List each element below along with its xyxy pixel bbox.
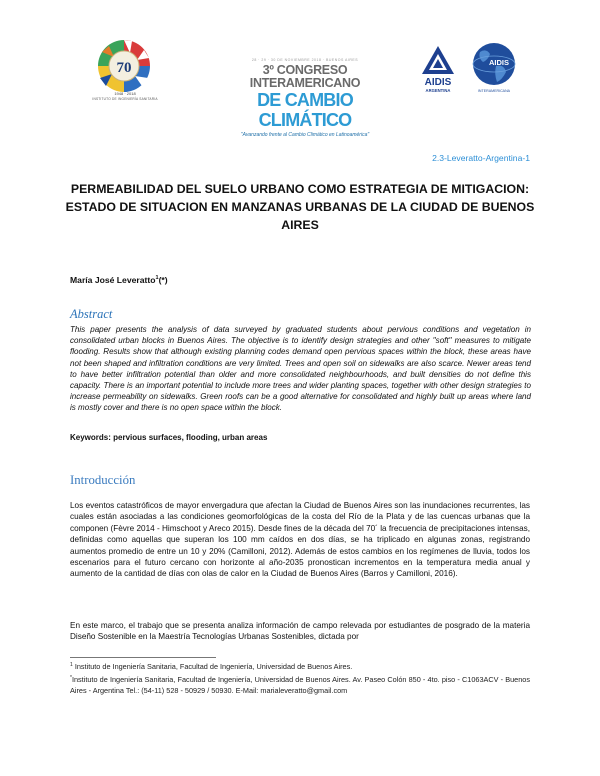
- aidis-argentina-logo: [418, 44, 458, 96]
- author-corresponding-mark: (*): [158, 275, 168, 285]
- keywords: Keywords: pervious surfaces, flooding, urban areas: [70, 433, 268, 442]
- aidis-inter-caption: INTERAMERICANA: [477, 89, 511, 93]
- footnote-1: [70, 660, 530, 673]
- footnote-2-mark: *: [70, 675, 72, 681]
- intro-heading: Introducción: [70, 473, 136, 487]
- congress-title-line2: DE CAMBIO CLIMÁTICO: [257, 90, 353, 130]
- intro-paragraph-2: En este marco, el trabajo que se presenta analiza información de campo relevada por estudiantes de posgrado de la materia Diseño Sostenible en la Maestría Tecnologías Urbanas Sostenibles, dictada por: [70, 621, 530, 642]
- logo-years-caption: 1948 · 2018: [114, 91, 136, 96]
- author-footnote-mark: 1: [155, 275, 159, 281]
- paper-title: PERMEABILIDAD DEL SUELO URBANO COMO ESTRATEGIA DE MITIGACION: ESTADO DE SITUACION EN MANZANAS URBANAS DE LA CIUDAD DE BUENOS AIRES: [65, 182, 535, 232]
- aidis-interamericana-logo: [466, 40, 522, 96]
- logo-org-caption: INSTITUTO DE INGENIERÍA SANITARIA: [92, 97, 158, 101]
- paper-code: 2.3-Leveratto-Argentina-1: [432, 153, 530, 163]
- aidis-inter-name: AIDIS: [488, 58, 510, 67]
- aidis-arg-country: ARGENTINA: [425, 88, 451, 93]
- congress-logo: [210, 58, 400, 138]
- intro-paragraph-1: Los eventos catastróficos de mayor envergadura que afectan la Ciudad de Buenos Aires son las inundaciones recurrentes, las cuales están asociadas a las condiciones geomorfológicas de la costa del Río de la Plata y de las cuencas urbanas que la componen (Fèvre 2014 - Himschoot y Areco 2015). Desde fines de la década del 70´ la frecuencia de precipitaciones intensas, definidas como aquellas que superan los 100 mm caídos en dos días, se ha triplicado en algunas zonas, registrando aumentos promedio de entre un 10 y 20% (Camilloni, 2012). Además de estos cambios en los regímenes de lluvia, todos los escenarios para el futuro cercano con horizonte al año-2035 pronostican incrementos en la temperatura media anual y aumento de la cantidad de días con olas de calor en la Ciudad de Buenos Aires (Barros y Camilloni, 2016).: [70, 501, 530, 579]
- author-line: [70, 275, 168, 285]
- abstract-heading: Abstract: [70, 307, 113, 321]
- aidis-arg-name: AIDIS: [424, 77, 452, 88]
- congress-dates: 28 · 29 · 30 DE NOVIEMBRE 2018 · BUENOS AIRES: [251, 58, 359, 62]
- footnote-2: [70, 673, 530, 696]
- footnote-2-text: Instituto de Ingeniería Sanitaria, Facultad de Ingeniería, Universidad de Buenos Aires. Av. Paseo Colón 850 - 4to. piso - C1063ACV - Buenos Aires - Argentina Tel.: (54-11) 528 - 50929 / 50930. E-Mail: marialeveratto@gmail.com: [70, 675, 530, 695]
- author-name: María José Leveratto: [70, 275, 156, 285]
- footnote-1-text: Instituto de Ingeniería Sanitaria, Facultad de Ingeniería, Universidad de Buenos Aires.: [74, 662, 353, 671]
- aidis-triangle-icon: [422, 46, 454, 74]
- footnote-divider: [70, 657, 216, 658]
- congress-tagline: "Avanzando frente al Cambio Climático en Latinoamérica": [240, 132, 370, 138]
- abstract-text: This paper presents the analysis of data surveyed by graduated students about pervious conditions and vegetation in consolidated urban blocks in Buenos Aires. The objective is to identify design strategies and other "soft" measures to mitigate flooding. Results show that although existing planning codes demand open pervious spaces within the block, these areas have not been shaped and infiltration conditions are very limited. Trees and open soil on sidewalks are also scarce. Newer areas tend to have better infiltration potential than older and more consolidated neighbourhoods, and built densities do not define this capacity. There is an important potential to include more trees and wider planting spaces, together with other design strategies to increase permeability on sidewalks. Green roofs can be a good alternative for consolidated and highly built up areas where land is mostly cover and there is no open space within the block.: [70, 325, 531, 413]
- congress-title-line1: 3º CONGRESO INTERAMERICANO: [249, 63, 361, 90]
- footnote-1-mark: 1: [70, 662, 73, 668]
- badge-number: 70: [116, 60, 132, 76]
